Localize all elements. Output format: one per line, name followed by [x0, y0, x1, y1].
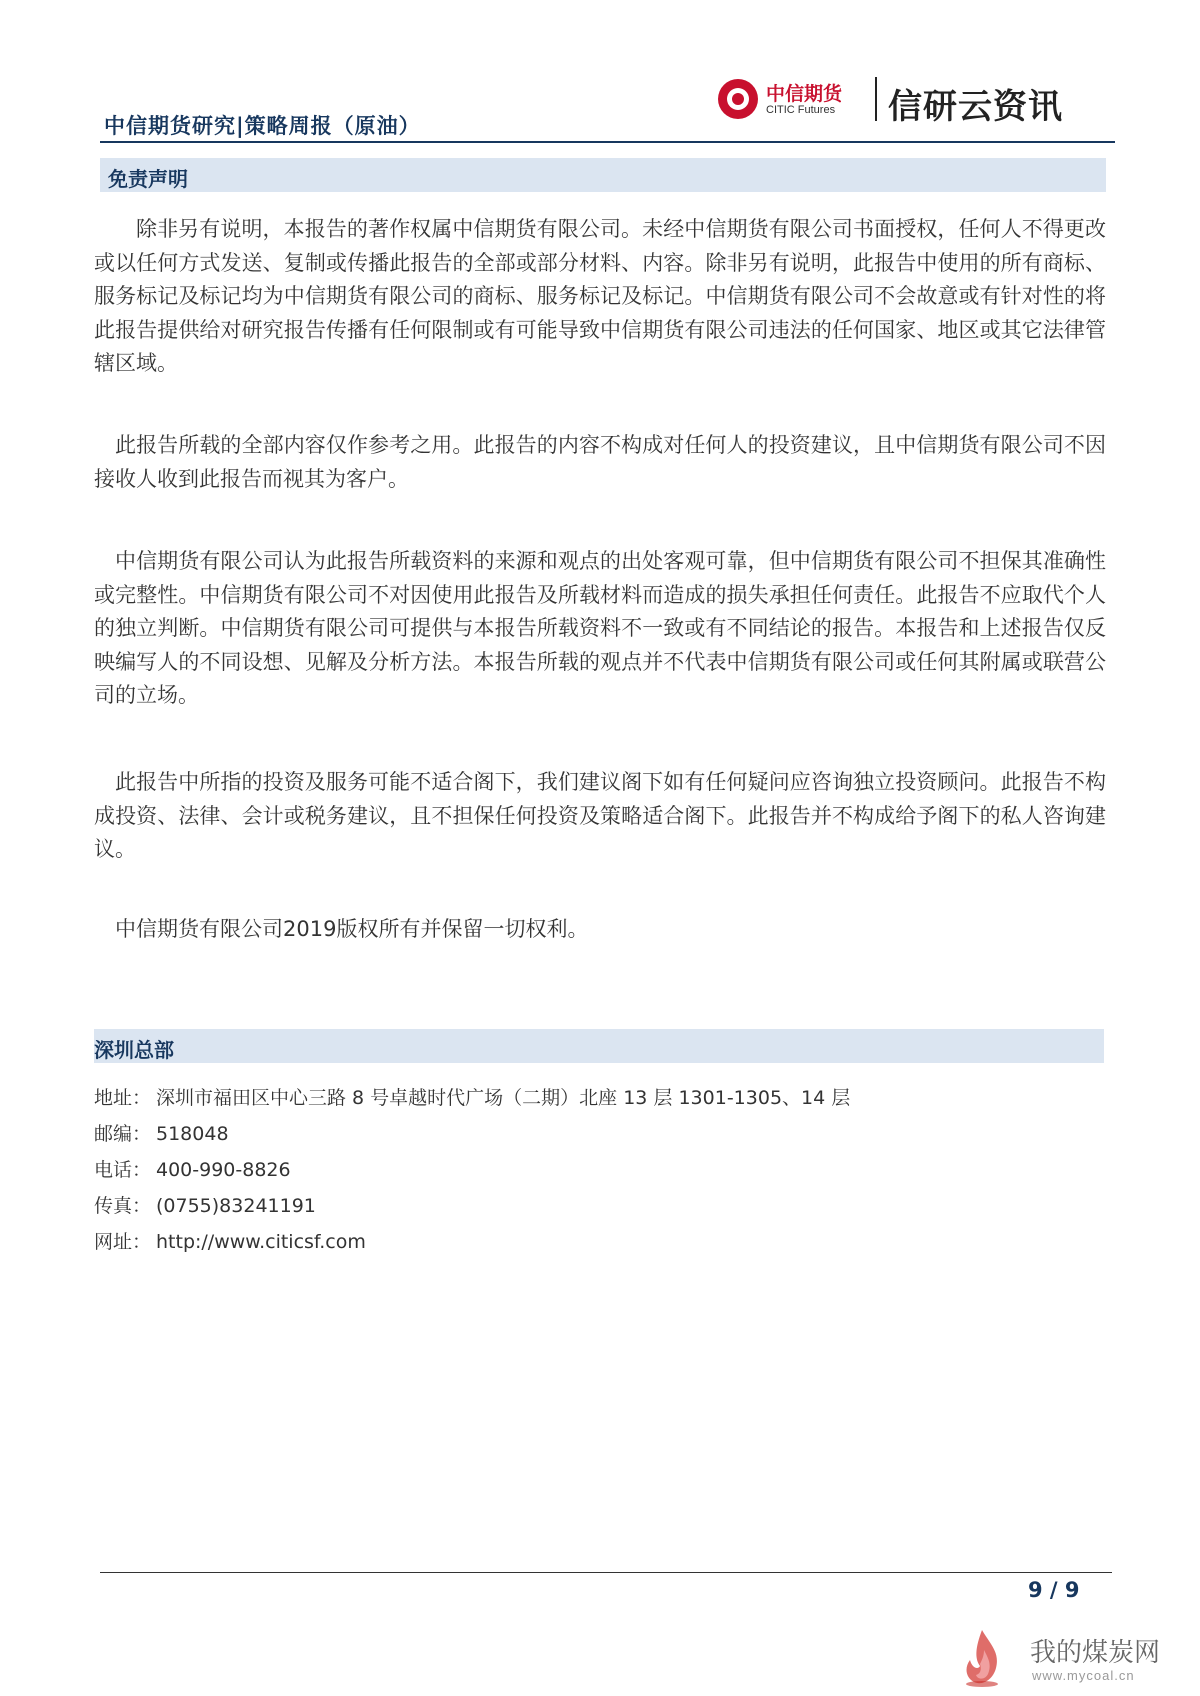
watermark-site-name: 我的煤炭网 [1030, 1638, 1161, 1668]
footer-rule [100, 1572, 1112, 1573]
mycoal-watermark [960, 1628, 1190, 1692]
citic-logo [718, 77, 1098, 127]
contact-label: 传真： [94, 1195, 152, 1217]
contact-website [94, 1227, 366, 1254]
contact-phone [94, 1155, 291, 1182]
logo-english-name: CITIC Futures [766, 104, 836, 116]
contact-fax [94, 1191, 316, 1218]
copyright-statement: 中信期货有限公司2019版权所有并保留一切权利。 [115, 917, 589, 941]
contact-label: 电话： [94, 1159, 152, 1181]
disclaimer-paragraph-3: 中信期货有限公司认为此报告所载资料的来源和观点的出处客观可靠，但中信期货有限公司不担保其准确性或完整性。中信期货有限公司不对因使用此报告及所载材料而造成的损失承担任何责任。此报告不应取代个人的独立判断。中信期货有限公司可提供与本报告所载资料不一致或有不同结论的报告。本报告和上述报告仅反映编写人的不同设想、见解及分析方法。本报告所载的观点并不代表中信期货有限公司或任何其附属或联营公司的立场。 [94, 549, 1106, 708]
logo-divider [875, 77, 877, 121]
contact-value: 518048 [156, 1123, 229, 1145]
report-header-title: 中信期货研究|策略周报（原油） [104, 114, 421, 138]
flame-icon [960, 1628, 1004, 1688]
disclaimer-heading-bar [100, 158, 1106, 192]
website-link[interactable]: http://www.citicsf.com [156, 1231, 366, 1253]
disclaimer-paragraph-2: 此报告所载的全部内容仅作参考之用。此报告的内容不构成对任何人的投资建议，且中信期货有限公司不因接收人收到此报告而视其为客户。 [94, 433, 1106, 491]
header-rule [100, 141, 1115, 143]
contact-label: 地址： [94, 1087, 152, 1109]
contact-label: 邮编： [94, 1123, 152, 1145]
citic-logo-icon [718, 79, 758, 119]
disclaimer-heading: 免责声明 [108, 167, 188, 191]
contact-address [94, 1083, 850, 1110]
contact-value: 400-990-8826 [156, 1159, 291, 1181]
page-number: 9 / 9 [1028, 1578, 1080, 1602]
watermark-url: www.mycoal.cn [1032, 1668, 1135, 1683]
contact-label: 网址： [94, 1231, 152, 1253]
headquarters-heading-bar [94, 1029, 1104, 1063]
brand-name: 信研云资讯 [888, 87, 1063, 127]
logo-chinese-name: 中信期货 [766, 83, 843, 105]
disclaimer-paragraph-4: 此报告中所指的投资及服务可能不适合阁下，我们建议阁下如有任何疑问应咨询独立投资顾问。此报告不构成投资、法律、会计或税务建议，且不担保任何投资及策略适合阁下。此报告并不构成给予阁下的私人咨询建议。 [94, 770, 1106, 862]
contact-value: (0755)83241191 [156, 1195, 316, 1217]
contact-value: 深圳市福田区中心三路 8 号卓越时代广场（二期）北座 13 层 1301-1305、14 层 [156, 1087, 851, 1109]
disclaimer-paragraph-1: 除非另有说明，本报告的著作权属中信期货有限公司。未经中信期货有限公司书面授权，任何人不得更改或以任何方式发送、复制或传播此报告的全部或部分材料、内容。除非另有说明，此报告中使用的所有商标、服务标记及标记均为中信期货有限公司的商标、服务标记及标记。中信期货有限公司不会故意或有针对性的将此报告提供给对研究报告传播有任何限制或有可能导致中信期货有限公司违法的任何国家、地区或其它法律管辖区域。 [94, 217, 1106, 376]
contact-postcode [94, 1119, 229, 1146]
headquarters-heading: 深圳总部 [94, 1038, 174, 1062]
